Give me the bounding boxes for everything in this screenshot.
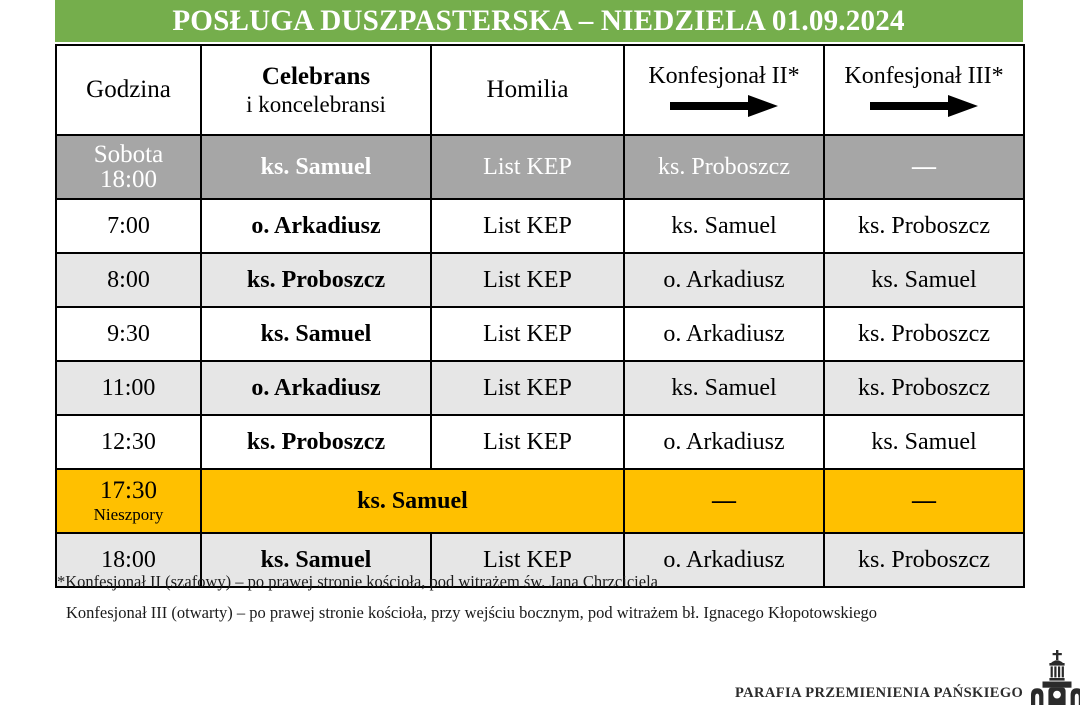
footnotes	[57, 572, 1057, 622]
cell-celebrans: ks. Samuel	[201, 307, 431, 361]
cell-time-line1: Sobota	[93, 141, 164, 168]
table-row	[56, 199, 1024, 253]
cell-time-line2: 18:00	[100, 166, 157, 193]
cell-konfesjonal-3: ks. Samuel	[824, 253, 1024, 307]
footnote-konfesjonal-3: Konfesjonał III (otwarty) – po prawej stronie kościoła, przy wejściu bocznym, pod witrażem bł. Ignacego Kłopotowskiego	[66, 603, 878, 622]
cell-homilia: List KEP	[431, 533, 624, 587]
table-row	[56, 361, 1024, 415]
cell-homilia: List KEP	[431, 361, 624, 415]
right-arrow-icon	[625, 95, 823, 117]
column-header-homilia	[431, 45, 624, 135]
cell-konfesjonal-2: —	[624, 469, 824, 533]
cell-konfesjonal-3: ks. Proboszcz	[824, 533, 1024, 587]
cell-konfesjonal-3: —	[824, 469, 1024, 533]
cell-celebrans: o. Arkadiusz	[201, 199, 431, 253]
column-header-celebrans	[201, 45, 431, 135]
cell-konfesjonal-3: ks. Proboszcz	[824, 307, 1024, 361]
cell-konfesjonal-3: ks. Proboszcz	[824, 199, 1024, 253]
right-arrow-icon	[825, 95, 1023, 117]
column-header-konfesjonal-3-label: Konfesjonał III*	[844, 63, 1004, 89]
column-header-celebrans-label: Celebrans	[261, 63, 371, 90]
footnote-konfesjonal-2: *Konfesjonał II (szafowy) – po prawej stronie kościoła, pod witrażem św. Jana Chrzciciela	[57, 572, 658, 591]
cell-time-line1: 17:30	[100, 477, 157, 504]
cell-homilia: List KEP	[431, 307, 624, 361]
cell-celebrans: ks. Proboszcz	[201, 415, 431, 469]
cell-konfesjonal-2: o. Arkadiusz	[624, 253, 824, 307]
cell-konfesjonal-2: o. Arkadiusz	[624, 415, 824, 469]
table-row	[56, 307, 1024, 361]
cell-time: 18:00	[56, 533, 201, 587]
cell-celebrans: ks. Proboszcz	[201, 253, 431, 307]
cell-time-line2: Nieszpory	[93, 505, 164, 524]
table-row	[56, 415, 1024, 469]
cell-celebrans: ks. Samuel	[201, 135, 431, 199]
cell-konfesjonal-3: —	[824, 135, 1024, 199]
cell-time: 12:30	[56, 415, 201, 469]
cell-homilia: List KEP	[431, 415, 624, 469]
cell-time: 7:00	[56, 199, 201, 253]
page-title: POSŁUGA DUSZPASTERSKA – NIEDZIELA 01.09.2024	[172, 4, 906, 37]
cell-celebrans-merged: ks. Samuel	[201, 469, 624, 533]
cell-homilia: List KEP	[431, 253, 624, 307]
cell-time: 8:00	[56, 253, 201, 307]
schedule-table	[55, 44, 1025, 588]
cell-time	[56, 135, 201, 199]
cell-konfesjonal-2: ks. Samuel	[624, 199, 824, 253]
footer-brand	[735, 650, 1080, 705]
parish-name: PARAFIA PRZEMIENIENIA PAŃSKIEGO	[735, 685, 1024, 701]
cell-homilia: List KEP	[431, 135, 624, 199]
cell-konfesjonal-2: o. Arkadiusz	[624, 307, 824, 361]
cell-homilia: List KEP	[431, 199, 624, 253]
church-logo-icon	[1031, 650, 1080, 705]
cell-konfesjonal-2: o. Arkadiusz	[624, 533, 824, 587]
cell-time: 11:00	[56, 361, 201, 415]
cell-time: 9:30	[56, 307, 201, 361]
cell-celebrans: ks. Samuel	[201, 533, 431, 587]
cell-konfesjonal-3: ks. Samuel	[824, 415, 1024, 469]
column-header-homilia-label: Homilia	[486, 76, 569, 103]
cell-konfesjonal-2: ks. Proboszcz	[624, 135, 824, 199]
cell-time	[56, 469, 201, 533]
column-header-koncelebransi-label: i koncelebransi	[246, 92, 386, 117]
column-header-konfesjonal-2	[624, 45, 824, 135]
column-header-konfesjonal-2-label: Konfesjonał II*	[648, 63, 800, 89]
page-title-banner	[55, 0, 1023, 42]
cell-konfesjonal-2: ks. Samuel	[624, 361, 824, 415]
cell-celebrans: o. Arkadiusz	[201, 361, 431, 415]
schedule-table-body	[56, 135, 1024, 587]
table-row-highlighted	[56, 469, 1024, 533]
table-row	[56, 253, 1024, 307]
table-header-row	[56, 45, 1024, 135]
column-header-godzina-label: Godzina	[86, 76, 171, 103]
column-header-godzina	[56, 45, 201, 135]
table-row	[56, 135, 1024, 199]
cell-konfesjonal-3: ks. Proboszcz	[824, 361, 1024, 415]
column-header-konfesjonal-3	[824, 45, 1024, 135]
